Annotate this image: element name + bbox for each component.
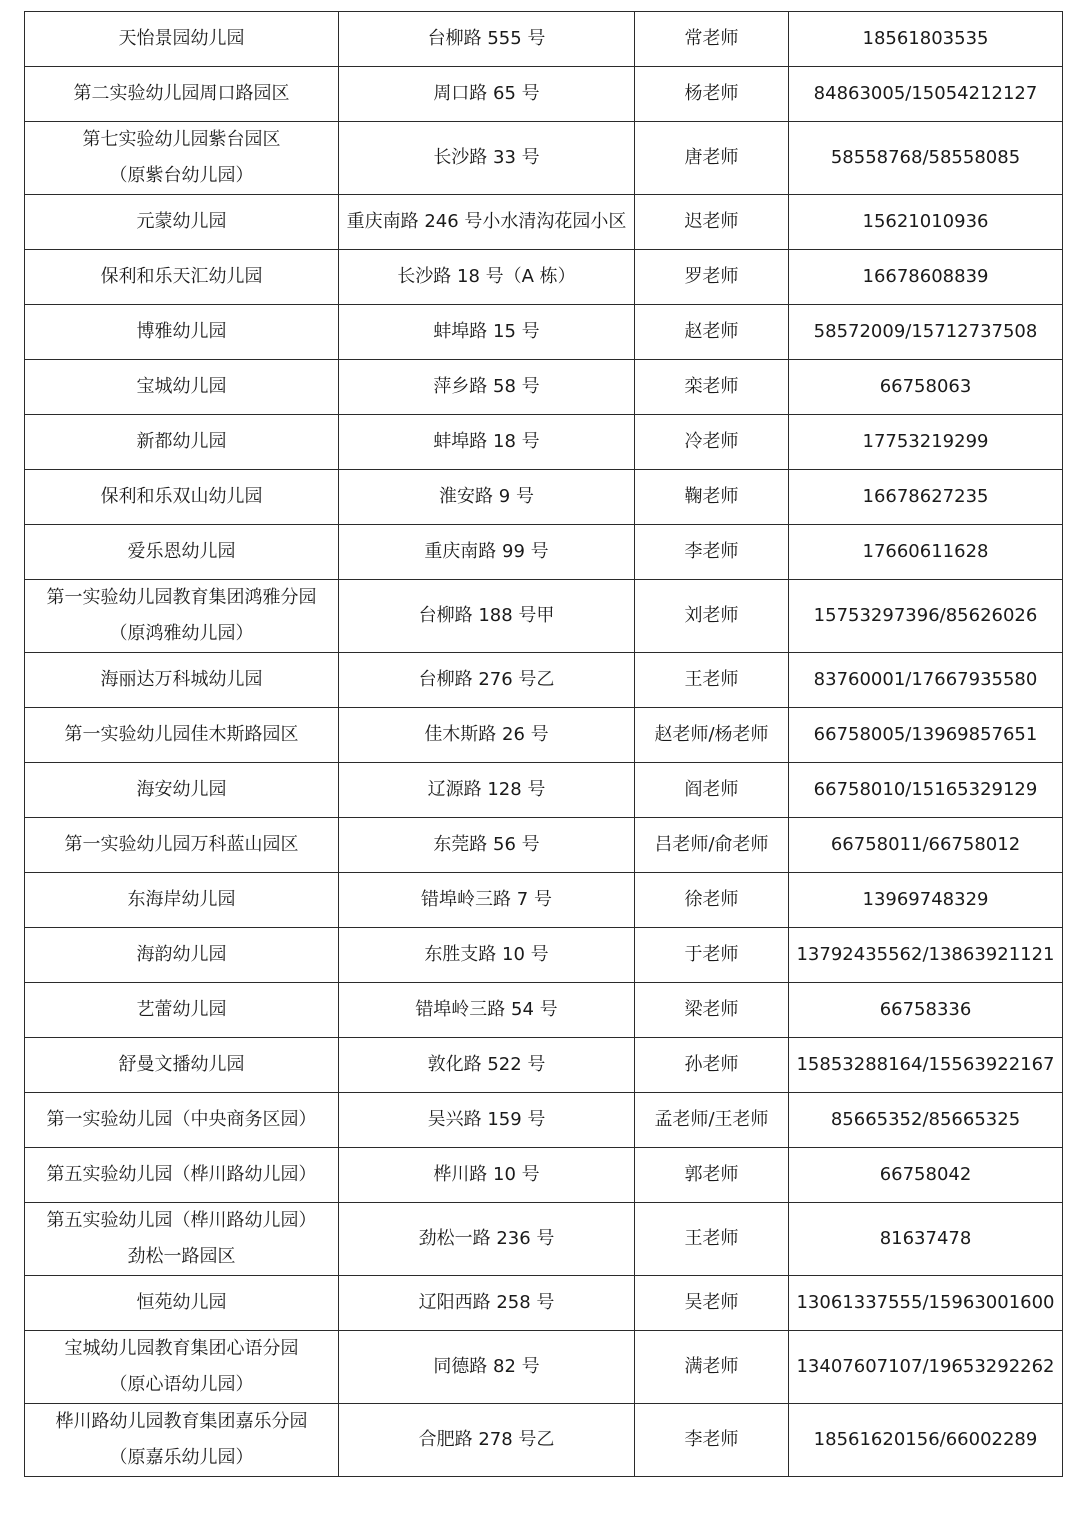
kindergarten-name-cell [25,67,339,122]
table-row [25,1093,1063,1148]
kindergarten-name-cell [25,1331,339,1404]
table-row [25,708,1063,763]
table-row [25,305,1063,360]
address-cell: 东莞路 56 号 [339,818,635,873]
kindergarten-name-cell [25,928,339,983]
table-row [25,67,1063,122]
phone-number-cell: 15621010936 [789,195,1063,250]
phone-number-cell: 13061337555/15963001600 [789,1276,1063,1331]
kindergarten-name-line: 宝城幼儿园 [136,376,227,397]
address-cell: 淮安路 9 号 [339,470,635,525]
address-cell: 辽阳西路 258 号 [339,1276,635,1331]
contact-teacher-cell: 王老师 [635,653,789,708]
kindergarten-name-cell [25,195,339,250]
kindergarten-name-line: 保利和乐天汇幼儿园 [100,266,263,287]
address-cell: 错埠岭三路 54 号 [339,983,635,1038]
kindergarten-name-line: （原鸿雅幼儿园） [109,623,254,644]
phone-number-cell: 66758005/13969857651 [789,708,1063,763]
table-row [25,195,1063,250]
contact-teacher-cell: 王老师 [635,1203,789,1276]
phone-number-cell: 17660611628 [789,525,1063,580]
kindergarten-name-line: 第七实验幼儿园紫台园区 [82,129,281,150]
phone-number-cell: 13969748329 [789,873,1063,928]
table-row [25,415,1063,470]
contact-teacher-cell: 杨老师 [635,67,789,122]
table-row [25,250,1063,305]
contact-teacher-cell: 徐老师 [635,873,789,928]
kindergarten-name-cell [25,763,339,818]
contact-teacher-cell: 冷老师 [635,415,789,470]
address-cell: 辽源路 128 号 [339,763,635,818]
kindergarten-name-cell [25,250,339,305]
kindergarten-name-cell [25,525,339,580]
table-row [25,360,1063,415]
phone-number-cell: 13407607107/19653292262 [789,1331,1063,1404]
contact-teacher-cell: 唐老师 [635,122,789,195]
phone-number-cell: 81637478 [789,1203,1063,1276]
kindergarten-name-cell [25,12,339,67]
address-cell: 东胜支路 10 号 [339,928,635,983]
kindergarten-name-cell [25,1148,339,1203]
kindergarten-name-line: 宝城幼儿园教育集团心语分园 [64,1338,299,1359]
table-row [25,1276,1063,1331]
kindergarten-name-line: 东海岸幼儿园 [127,889,236,910]
kindergarten-name-cell [25,818,339,873]
address-cell: 合肥路 278 号乙 [339,1404,635,1477]
contact-teacher-cell: 吴老师 [635,1276,789,1331]
kindergarten-name-line: 保利和乐双山幼儿园 [100,486,263,507]
phone-number-cell: 66758042 [789,1148,1063,1203]
table-row [25,653,1063,708]
table-row [25,1148,1063,1203]
phone-number-cell: 15853288164/15563922167 [789,1038,1063,1093]
kindergarten-name-line: 艺蕾幼儿园 [136,999,227,1020]
table-row [25,763,1063,818]
phone-number-cell: 66758063 [789,360,1063,415]
contact-teacher-cell: 迟老师 [635,195,789,250]
contact-teacher-cell: 阎老师 [635,763,789,818]
kindergarten-name-line: 第二实验幼儿园周口路园区 [73,83,290,104]
table-row [25,12,1063,67]
kindergarten-name-cell [25,415,339,470]
phone-number-cell: 16678627235 [789,470,1063,525]
kindergarten-name-cell [25,360,339,415]
address-cell: 重庆南路 246 号小水清沟花园小区 [339,195,635,250]
table-row [25,1331,1063,1404]
kindergarten-name-cell [25,653,339,708]
directory-table-body [25,12,1063,1477]
kindergarten-name-line: 海丽达万科城幼儿园 [100,669,263,690]
kindergarten-name-line: 舒曼文播幼儿园 [118,1054,245,1075]
kindergarten-name-line: 桦川路幼儿园教育集团嘉乐分园 [55,1411,308,1432]
phone-number-cell: 15753297396/85626026 [789,580,1063,653]
contact-teacher-cell: 常老师 [635,12,789,67]
contact-teacher-cell: 罗老师 [635,250,789,305]
contact-teacher-cell: 吕老师/俞老师 [635,818,789,873]
address-cell: 重庆南路 99 号 [339,525,635,580]
address-cell: 台柳路 555 号 [339,12,635,67]
phone-number-cell: 13792435562/13863921121 [789,928,1063,983]
address-cell: 周口路 65 号 [339,67,635,122]
table-row [25,580,1063,653]
kindergarten-name-line: 第五实验幼儿园（桦川路幼儿园） [46,1210,317,1231]
kindergarten-name-cell [25,983,339,1038]
address-cell: 桦川路 10 号 [339,1148,635,1203]
address-cell: 萍乡路 58 号 [339,360,635,415]
kindergarten-name-line: （原心语幼儿园） [109,1374,254,1395]
phone-number-cell: 58572009/15712737508 [789,305,1063,360]
phone-number-cell: 84863005/15054212127 [789,67,1063,122]
table-row [25,873,1063,928]
contact-teacher-cell: 赵老师 [635,305,789,360]
table-row [25,983,1063,1038]
kindergarten-name-cell [25,305,339,360]
phone-number-cell: 17753219299 [789,415,1063,470]
phone-number-cell: 66758011/66758012 [789,818,1063,873]
kindergarten-name-line: 天怡景园幼儿园 [118,28,245,49]
kindergarten-name-line: 新都幼儿园 [136,431,227,452]
contact-teacher-cell: 李老师 [635,525,789,580]
address-cell: 台柳路 276 号乙 [339,653,635,708]
contact-teacher-cell: 鞠老师 [635,470,789,525]
table-row [25,1404,1063,1477]
kindergarten-name-cell [25,1203,339,1276]
address-cell: 台柳路 188 号甲 [339,580,635,653]
contact-teacher-cell: 赵老师/杨老师 [635,708,789,763]
address-cell: 同德路 82 号 [339,1331,635,1404]
phone-number-cell: 16678608839 [789,250,1063,305]
kindergarten-name-line: （原紫台幼儿园） [109,165,254,186]
kindergarten-name-cell [25,580,339,653]
address-cell: 吴兴路 159 号 [339,1093,635,1148]
address-cell: 蚌埠路 15 号 [339,305,635,360]
kindergarten-name-line: 第一实验幼儿园佳木斯路园区 [64,724,299,745]
table-row [25,818,1063,873]
contact-teacher-cell: 栾老师 [635,360,789,415]
kindergarten-name-cell [25,873,339,928]
contact-teacher-cell: 郭老师 [635,1148,789,1203]
address-cell: 敦化路 522 号 [339,1038,635,1093]
kindergarten-name-line: 恒苑幼儿园 [136,1292,227,1313]
contact-teacher-cell: 孙老师 [635,1038,789,1093]
contact-teacher-cell: 满老师 [635,1331,789,1404]
address-cell: 劲松一路 236 号 [339,1203,635,1276]
kindergarten-directory-sheet [24,11,1062,1477]
table-row [25,1203,1063,1276]
table-row [25,122,1063,195]
kindergarten-name-line: 海安幼儿园 [136,779,227,800]
table-row [25,928,1063,983]
contact-teacher-cell: 于老师 [635,928,789,983]
phone-number-cell: 83760001/17667935580 [789,653,1063,708]
kindergarten-name-cell [25,122,339,195]
contact-teacher-cell: 孟老师/王老师 [635,1093,789,1148]
kindergarten-name-line: 劲松一路园区 [127,1246,236,1267]
phone-number-cell: 66758010/15165329129 [789,763,1063,818]
contact-teacher-cell: 李老师 [635,1404,789,1477]
phone-number-cell: 85665352/85665325 [789,1093,1063,1148]
address-cell: 蚌埠路 18 号 [339,415,635,470]
contact-teacher-cell: 梁老师 [635,983,789,1038]
kindergarten-name-line: 博雅幼儿园 [136,321,227,342]
contact-teacher-cell: 刘老师 [635,580,789,653]
kindergarten-name-cell [25,1276,339,1331]
kindergarten-name-line: 海韵幼儿园 [136,944,227,965]
phone-number-cell: 18561620156/66002289 [789,1404,1063,1477]
address-cell: 长沙路 18 号（A 栋） [339,250,635,305]
kindergarten-name-line: 第一实验幼儿园（中央商务区园） [46,1109,317,1130]
kindergarten-name-line: 爱乐恩幼儿园 [127,541,236,562]
kindergarten-name-cell [25,708,339,763]
kindergarten-directory-table [24,11,1063,1477]
kindergarten-name-line: 第五实验幼儿园（桦川路幼儿园） [46,1164,317,1185]
table-row [25,470,1063,525]
kindergarten-name-line: 第一实验幼儿园万科蓝山园区 [64,834,299,855]
kindergarten-name-cell [25,1404,339,1477]
address-cell: 佳木斯路 26 号 [339,708,635,763]
phone-number-cell: 66758336 [789,983,1063,1038]
kindergarten-name-cell [25,470,339,525]
kindergarten-name-line: 元蒙幼儿园 [136,211,227,232]
kindergarten-name-line: （原嘉乐幼儿园） [109,1447,254,1468]
address-cell: 长沙路 33 号 [339,122,635,195]
table-row [25,525,1063,580]
kindergarten-name-cell [25,1093,339,1148]
phone-number-cell: 58558768/58558085 [789,122,1063,195]
kindergarten-name-line: 第一实验幼儿园教育集团鸿雅分园 [46,587,317,608]
phone-number-cell: 18561803535 [789,12,1063,67]
kindergarten-name-cell [25,1038,339,1093]
address-cell: 错埠岭三路 7 号 [339,873,635,928]
table-row [25,1038,1063,1093]
